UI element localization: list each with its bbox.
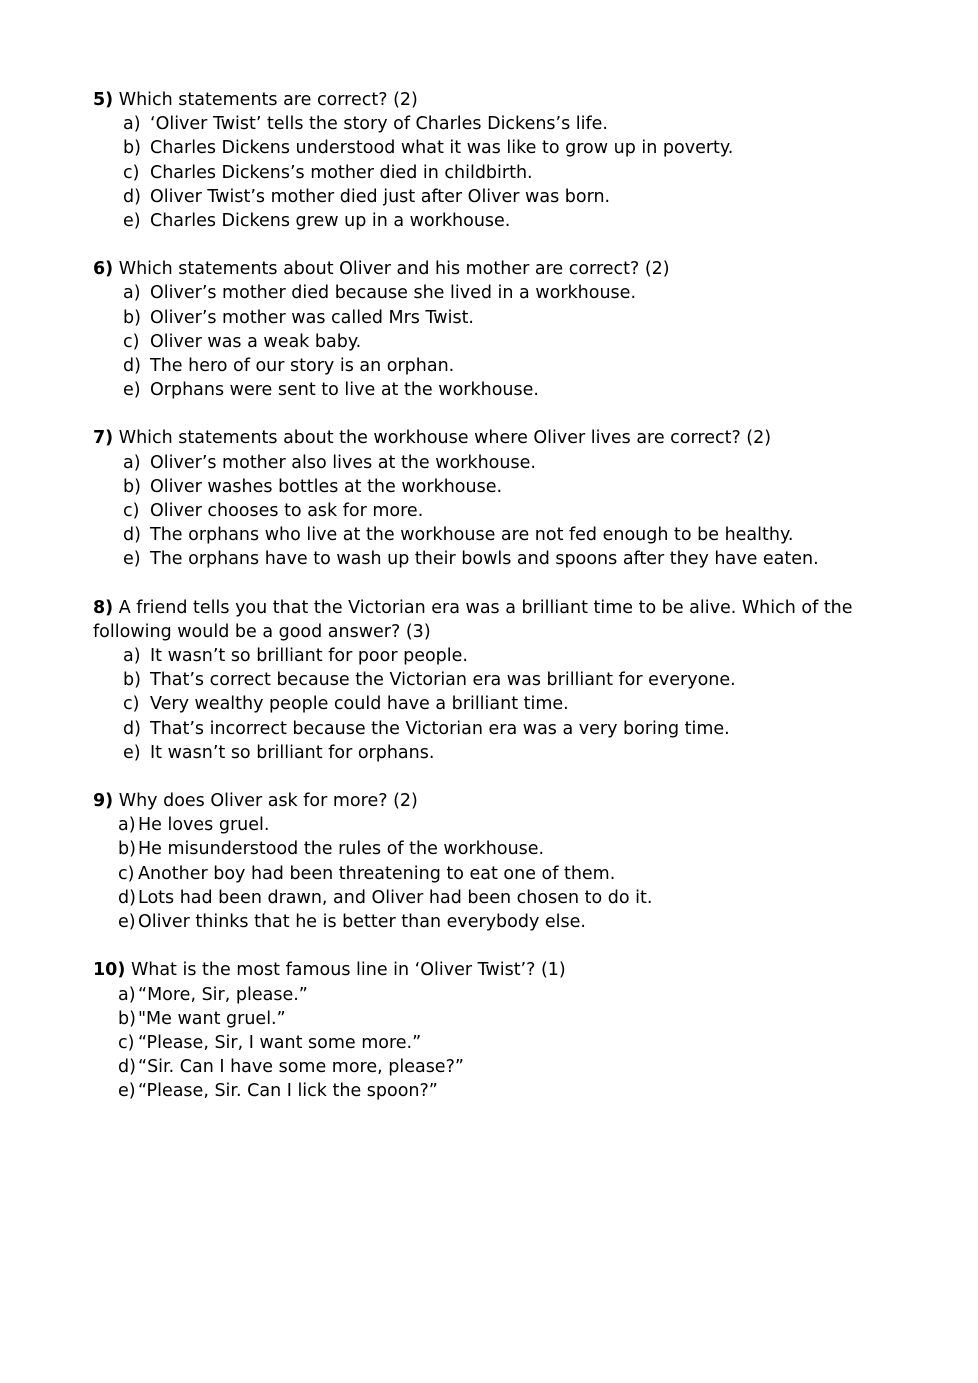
option-label: d): [123, 718, 141, 739]
option-text: Orphans were sent to live at the workhouse.: [150, 380, 539, 401]
option-label: b): [123, 670, 141, 691]
option-label: a): [118, 984, 136, 1005]
option-text: Oliver chooses to ask for more.: [150, 501, 424, 522]
option-label: c): [123, 694, 140, 715]
question-prompt: [93, 257, 880, 281]
question-prompt: [93, 958, 880, 982]
question-prompt: [93, 426, 880, 450]
question-text: Which statements about the workhouse where Oliver lives are correct? (2): [118, 428, 772, 449]
question-number: 5): [93, 90, 114, 110]
option-text: The hero of our story is an orphan.: [150, 356, 455, 377]
option-label: b): [118, 1008, 136, 1029]
option-text: "Me want gruel.”: [138, 1008, 286, 1029]
option-label: c): [123, 162, 140, 183]
answer-option[interactable]: [93, 136, 880, 160]
option-label: a): [123, 452, 141, 473]
answer-option[interactable]: [93, 161, 880, 185]
answer-option[interactable]: [93, 910, 880, 934]
answer-option[interactable]: [93, 451, 880, 475]
answer-option[interactable]: [93, 668, 880, 692]
option-label: c): [123, 501, 140, 522]
option-text: He misunderstood the rules of the workhouse.: [138, 839, 545, 860]
answer-option[interactable]: [93, 1079, 880, 1103]
question-number: 9): [93, 791, 114, 812]
option-text: The orphans who live at the workhouse are not fed enough to be healthy.: [150, 525, 794, 546]
question-block: [93, 88, 880, 233]
question-list: [93, 88, 880, 1104]
answer-options: [93, 451, 880, 572]
option-text: It wasn’t so brilliant for orphans.: [150, 742, 435, 763]
option-label: d): [118, 1057, 136, 1078]
question-block: [93, 789, 880, 934]
question-text: What is the most famous line in ‘Oliver Twist’? (1): [130, 960, 566, 981]
option-text: “More, Sir, please.”: [138, 984, 308, 1005]
answer-option[interactable]: [93, 523, 880, 547]
option-label: c): [118, 863, 135, 884]
option-text: Very wealthy people could have a brilliant time.: [150, 694, 569, 715]
option-label: c): [123, 331, 140, 352]
question-number: 7): [93, 428, 114, 449]
option-text: Oliver Twist’s mother died just after Oliver was born.: [150, 186, 611, 207]
question-text: Why does Oliver ask for more? (2): [118, 791, 418, 812]
option-text: Lots had been drawn, and Oliver had been chosen to do it.: [138, 887, 653, 908]
option-label: d): [123, 186, 141, 207]
question-number: 8): [93, 597, 114, 618]
answer-option[interactable]: [93, 862, 880, 886]
answer-option[interactable]: [93, 717, 880, 741]
option-text: Charles Dickens understood what it was like to grow up in poverty.: [150, 138, 734, 159]
option-text: Oliver’s mother died because she lived in a workhouse.: [150, 283, 637, 304]
option-label: b): [123, 307, 141, 328]
option-label: e): [123, 211, 141, 232]
option-label: c): [118, 1032, 135, 1053]
option-label: b): [123, 476, 141, 497]
option-text: It wasn’t so brilliant for poor people.: [150, 646, 468, 667]
option-label: a): [118, 815, 136, 836]
option-text: “Sir. Can I have some more, please?”: [138, 1057, 464, 1078]
option-text: Another boy had been threatening to eat one of them.: [138, 863, 616, 884]
answer-option[interactable]: [93, 281, 880, 305]
answer-option[interactable]: [93, 306, 880, 330]
question-block: [93, 426, 880, 571]
option-text: Oliver was a weak baby.: [150, 331, 362, 352]
question-block: [93, 958, 880, 1103]
option-label: a): [123, 283, 141, 304]
question-prompt: [93, 88, 880, 112]
answer-option[interactable]: [93, 1007, 880, 1031]
option-label: e): [118, 912, 136, 933]
option-label: d): [118, 887, 136, 908]
option-text: “Please, Sir. Can I lick the spoon?”: [138, 1081, 438, 1102]
option-label: b): [123, 138, 141, 159]
answer-option[interactable]: [93, 499, 880, 523]
option-text: Charles Dickens’s mother died in childbirth.: [150, 162, 533, 183]
answer-options: [93, 813, 880, 934]
answer-option[interactable]: [93, 185, 880, 209]
answer-options: [93, 644, 880, 765]
answer-options: [93, 112, 880, 233]
option-label: e): [123, 380, 141, 401]
answer-option[interactable]: [93, 837, 880, 861]
option-text: Charles Dickens grew up in a workhouse.: [150, 211, 511, 232]
answer-option[interactable]: [93, 741, 880, 765]
answer-option[interactable]: [93, 983, 880, 1007]
question-number: 6): [93, 259, 114, 280]
answer-option[interactable]: [93, 886, 880, 910]
option-text: Oliver’s mother was called Mrs Twist.: [150, 307, 474, 328]
answer-options: [93, 281, 880, 402]
option-label: a): [123, 646, 141, 667]
answer-option[interactable]: [93, 209, 880, 233]
option-text: That’s correct because the Victorian era was brilliant for everyone.: [150, 670, 736, 691]
answer-options: [93, 983, 880, 1104]
option-label: a): [123, 114, 141, 135]
option-text: ‘Oliver Twist’ tells the story of Charles Dickens’s life.: [150, 114, 608, 135]
answer-option[interactable]: [93, 1055, 880, 1079]
question-prompt: [93, 596, 880, 644]
question-block: [93, 257, 880, 402]
answer-option[interactable]: [93, 330, 880, 354]
answer-option[interactable]: [93, 475, 880, 499]
option-text: He loves gruel.: [138, 815, 270, 836]
answer-option[interactable]: [93, 112, 880, 136]
option-label: e): [123, 549, 141, 570]
answer-option[interactable]: [93, 354, 880, 378]
option-label: d): [123, 525, 141, 546]
question-number: 10): [93, 960, 126, 981]
option-text: Oliver’s mother also lives at the workhouse.: [150, 452, 536, 473]
option-label: e): [123, 742, 141, 763]
option-text: “Please, Sir, I want some more.”: [138, 1032, 422, 1053]
answer-option[interactable]: [93, 813, 880, 837]
question-block: [93, 596, 880, 765]
question-prompt: [93, 789, 880, 813]
option-text: Oliver thinks that he is better than everybody else.: [138, 912, 586, 933]
answer-option[interactable]: [93, 547, 880, 571]
answer-option[interactable]: [93, 378, 880, 402]
answer-option[interactable]: [93, 644, 880, 668]
question-text: Which statements are correct? (2): [118, 90, 418, 110]
option-label: d): [123, 356, 141, 377]
question-text: A friend tells you that the Victorian era was a brilliant time to be alive. Which of the following would be a good answer? (3): [93, 597, 853, 642]
option-label: e): [118, 1081, 136, 1102]
option-text: The orphans have to wash up their bowls and spoons after they have eaten.: [150, 549, 819, 570]
question-text: Which statements about Oliver and his mother are correct? (2): [118, 259, 670, 280]
answer-option[interactable]: [93, 1031, 880, 1055]
option-label: b): [118, 839, 136, 860]
answer-option[interactable]: [93, 692, 880, 716]
option-text: That’s incorrect because the Victorian era was a very boring time.: [150, 718, 730, 739]
option-text: Oliver washes bottles at the workhouse.: [150, 476, 503, 497]
